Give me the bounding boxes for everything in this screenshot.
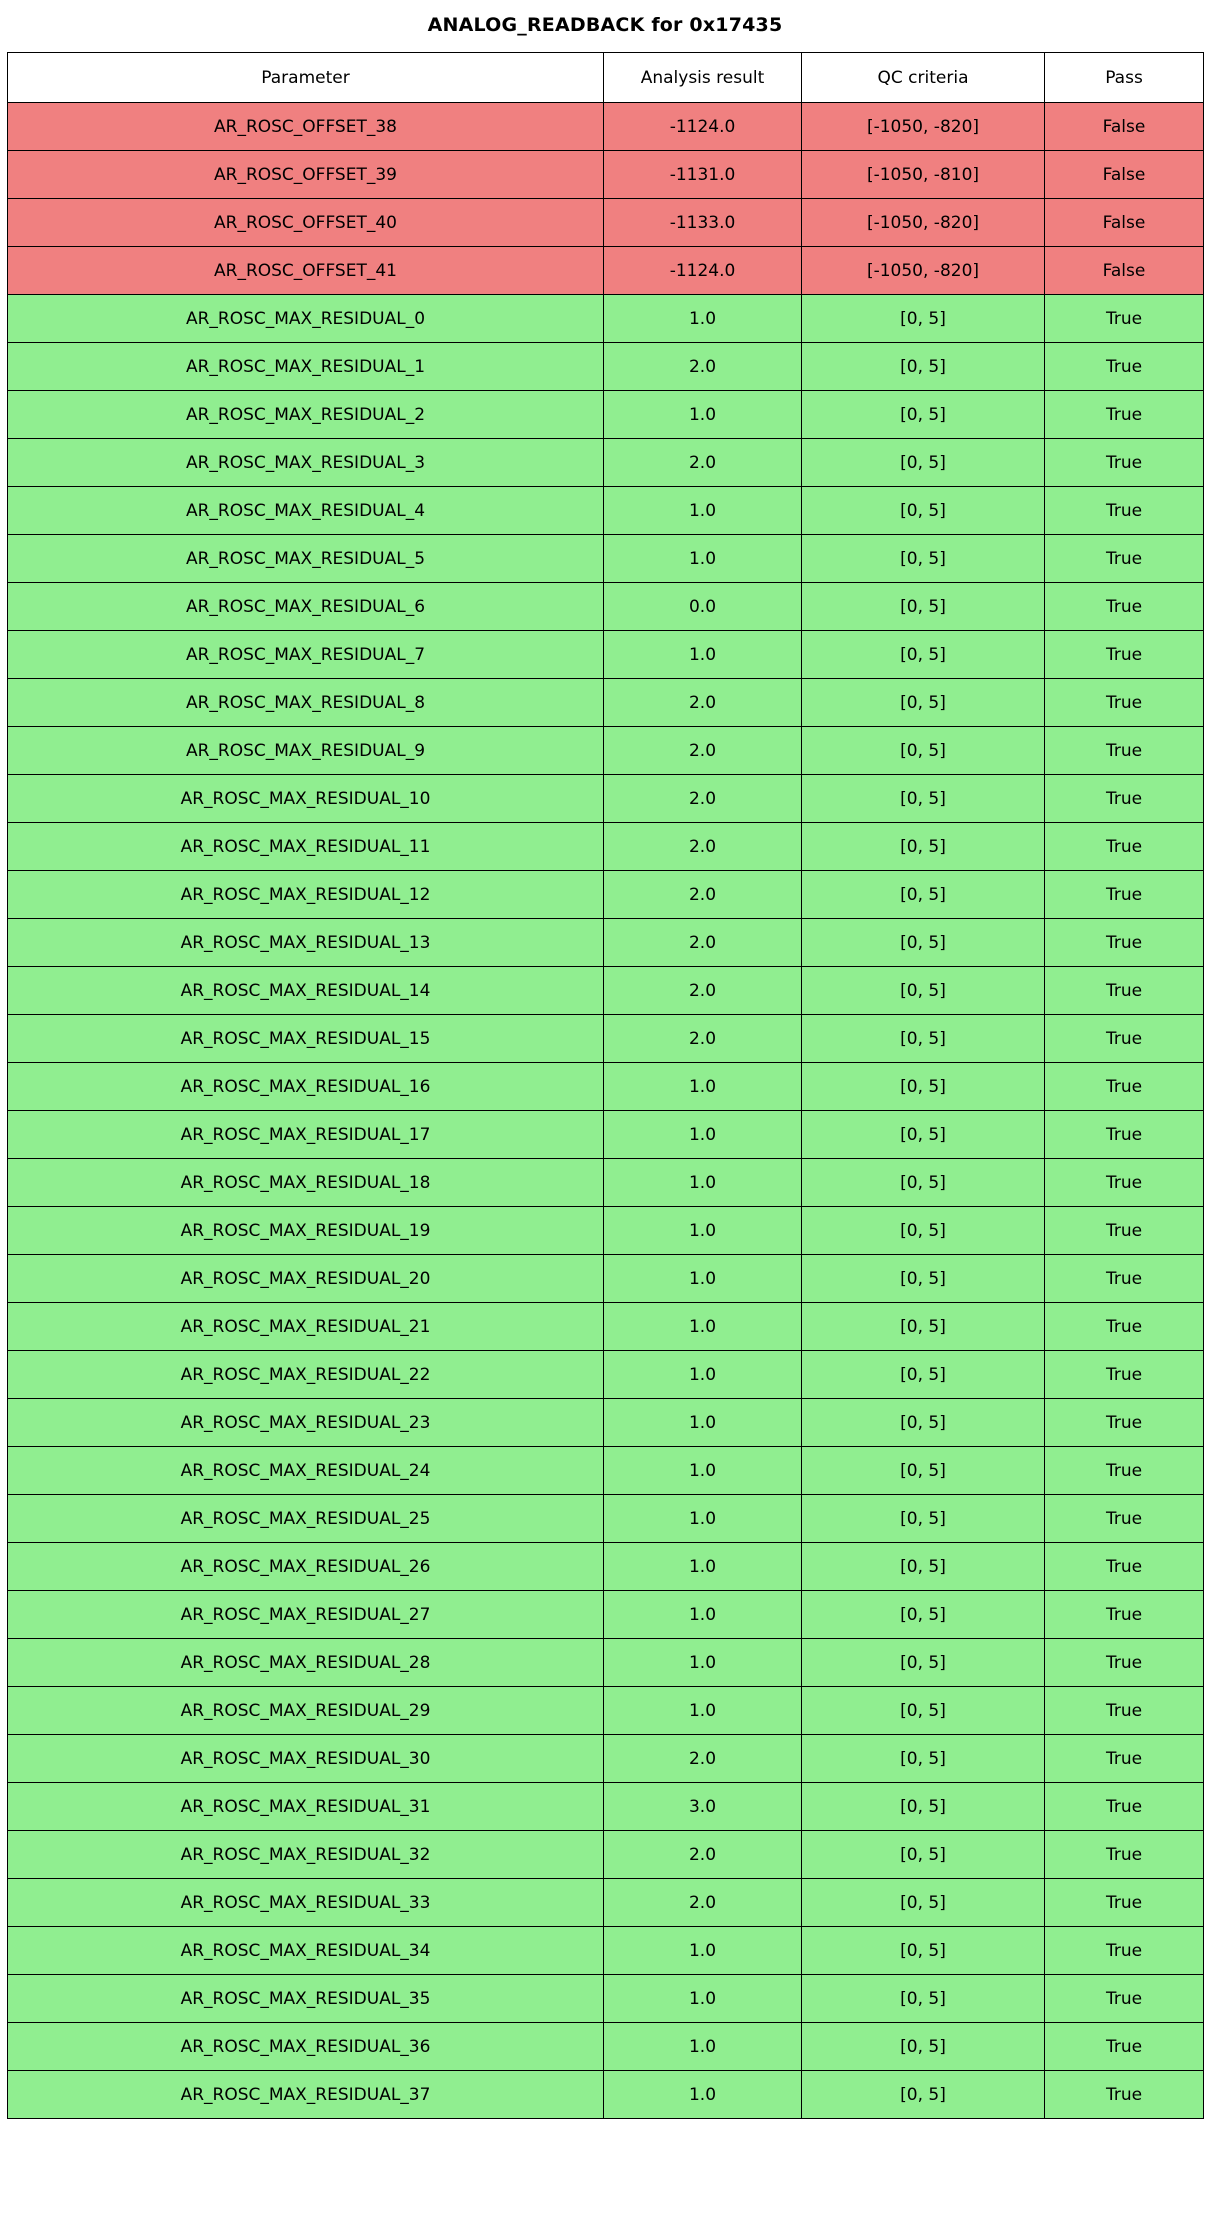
cell-qc-criteria: [0, 5] — [802, 1303, 1045, 1351]
cell-pass: True — [1045, 1207, 1204, 1255]
cell-qc-criteria: [0, 5] — [802, 631, 1045, 679]
table-body — [8, 103, 1204, 2119]
cell-analysis-result: -1124.0 — [604, 247, 802, 295]
cell-pass: True — [1045, 1111, 1204, 1159]
cell-parameter: AR_ROSC_MAX_RESIDUAL_36 — [8, 2023, 604, 2071]
cell-pass: True — [1045, 1543, 1204, 1591]
table-row — [8, 727, 1204, 775]
cell-qc-criteria: [0, 5] — [802, 535, 1045, 583]
cell-analysis-result: 2.0 — [604, 1831, 802, 1879]
cell-parameter: AR_ROSC_MAX_RESIDUAL_32 — [8, 1831, 604, 1879]
cell-pass: True — [1045, 439, 1204, 487]
table-row — [8, 1639, 1204, 1687]
cell-parameter: AR_ROSC_MAX_RESIDUAL_3 — [8, 439, 604, 487]
cell-analysis-result: -1124.0 — [604, 103, 802, 151]
cell-analysis-result: 0.0 — [604, 583, 802, 631]
table-row — [8, 1399, 1204, 1447]
table-row — [8, 1783, 1204, 1831]
cell-qc-criteria: [-1050, -810] — [802, 151, 1045, 199]
cell-analysis-result: 2.0 — [604, 1015, 802, 1063]
table-row — [8, 2023, 1204, 2071]
cell-qc-criteria: [0, 5] — [802, 1015, 1045, 1063]
cell-parameter: AR_ROSC_MAX_RESIDUAL_12 — [8, 871, 604, 919]
table-row — [8, 967, 1204, 1015]
cell-parameter: AR_ROSC_MAX_RESIDUAL_2 — [8, 391, 604, 439]
cell-analysis-result: 1.0 — [604, 1591, 802, 1639]
cell-parameter: AR_ROSC_MAX_RESIDUAL_37 — [8, 2071, 604, 2119]
table-row — [8, 103, 1204, 151]
cell-pass: True — [1045, 295, 1204, 343]
cell-analysis-result: 2.0 — [604, 871, 802, 919]
cell-analysis-result: 1.0 — [604, 1399, 802, 1447]
table-row — [8, 439, 1204, 487]
cell-analysis-result: 1.0 — [604, 295, 802, 343]
table-row — [8, 1831, 1204, 1879]
cell-parameter: AR_ROSC_MAX_RESIDUAL_15 — [8, 1015, 604, 1063]
cell-parameter: AR_ROSC_MAX_RESIDUAL_18 — [8, 1159, 604, 1207]
cell-qc-criteria: [0, 5] — [802, 1687, 1045, 1735]
table-row — [8, 1495, 1204, 1543]
cell-analysis-result: 1.0 — [604, 487, 802, 535]
cell-qc-criteria: [0, 5] — [802, 295, 1045, 343]
cell-qc-criteria: [0, 5] — [802, 2023, 1045, 2071]
cell-pass: True — [1045, 1255, 1204, 1303]
cell-pass: True — [1045, 1687, 1204, 1735]
cell-parameter: AR_ROSC_OFFSET_38 — [8, 103, 604, 151]
cell-qc-criteria: [0, 5] — [802, 1255, 1045, 1303]
cell-pass: False — [1045, 151, 1204, 199]
cell-qc-criteria: [0, 5] — [802, 391, 1045, 439]
cell-analysis-result: 2.0 — [604, 1879, 802, 1927]
cell-pass: True — [1045, 1447, 1204, 1495]
cell-pass: True — [1045, 1495, 1204, 1543]
cell-qc-criteria: [0, 5] — [802, 487, 1045, 535]
table-row — [8, 1735, 1204, 1783]
cell-analysis-result: 1.0 — [604, 1303, 802, 1351]
cell-parameter: AR_ROSC_MAX_RESIDUAL_31 — [8, 1783, 604, 1831]
cell-qc-criteria: [0, 5] — [802, 1207, 1045, 1255]
table-row — [8, 1543, 1204, 1591]
table-row — [8, 1063, 1204, 1111]
cell-pass: True — [1045, 487, 1204, 535]
cell-analysis-result: 1.0 — [604, 1351, 802, 1399]
cell-qc-criteria: [0, 5] — [802, 775, 1045, 823]
cell-qc-criteria: [0, 5] — [802, 823, 1045, 871]
table-row — [8, 2071, 1204, 2119]
column-header-qc-criteria: QC criteria — [802, 53, 1045, 103]
table-row — [8, 1159, 1204, 1207]
cell-qc-criteria: [0, 5] — [802, 1879, 1045, 1927]
cell-qc-criteria: [0, 5] — [802, 1591, 1045, 1639]
table-row — [8, 1687, 1204, 1735]
cell-qc-criteria: [0, 5] — [802, 1783, 1045, 1831]
table-row — [8, 631, 1204, 679]
cell-parameter: AR_ROSC_MAX_RESIDUAL_29 — [8, 1687, 604, 1735]
cell-analysis-result: -1131.0 — [604, 151, 802, 199]
table-row — [8, 535, 1204, 583]
cell-pass: True — [1045, 727, 1204, 775]
cell-parameter: AR_ROSC_MAX_RESIDUAL_26 — [8, 1543, 604, 1591]
cell-parameter: AR_ROSC_MAX_RESIDUAL_22 — [8, 1351, 604, 1399]
cell-parameter: AR_ROSC_MAX_RESIDUAL_1 — [8, 343, 604, 391]
table-row — [8, 1015, 1204, 1063]
cell-pass: True — [1045, 1927, 1204, 1975]
cell-parameter: AR_ROSC_MAX_RESIDUAL_23 — [8, 1399, 604, 1447]
table-row — [8, 343, 1204, 391]
cell-parameter: AR_ROSC_MAX_RESIDUAL_24 — [8, 1447, 604, 1495]
table-row — [8, 151, 1204, 199]
cell-qc-criteria: [0, 5] — [802, 1735, 1045, 1783]
table-row — [8, 1303, 1204, 1351]
cell-pass: True — [1045, 1303, 1204, 1351]
table-row — [8, 919, 1204, 967]
cell-analysis-result: 1.0 — [604, 631, 802, 679]
cell-pass: True — [1045, 1399, 1204, 1447]
table-row — [8, 391, 1204, 439]
cell-qc-criteria: [0, 5] — [802, 1831, 1045, 1879]
cell-pass: True — [1045, 391, 1204, 439]
cell-analysis-result: 1.0 — [604, 1447, 802, 1495]
cell-parameter: AR_ROSC_MAX_RESIDUAL_14 — [8, 967, 604, 1015]
cell-qc-criteria: [0, 5] — [802, 1399, 1045, 1447]
cell-parameter: AR_ROSC_MAX_RESIDUAL_4 — [8, 487, 604, 535]
cell-analysis-result: 2.0 — [604, 343, 802, 391]
cell-pass: True — [1045, 2071, 1204, 2119]
cell-qc-criteria: [0, 5] — [802, 583, 1045, 631]
cell-pass: True — [1045, 1015, 1204, 1063]
cell-pass: True — [1045, 343, 1204, 391]
column-header-parameter: Parameter — [8, 53, 604, 103]
qc-results-table — [7, 52, 1204, 2119]
cell-parameter: AR_ROSC_MAX_RESIDUAL_0 — [8, 295, 604, 343]
cell-qc-criteria: [0, 5] — [802, 1975, 1045, 2023]
cell-qc-criteria: [0, 5] — [802, 1351, 1045, 1399]
cell-pass: True — [1045, 775, 1204, 823]
table-row — [8, 1879, 1204, 1927]
cell-analysis-result: 2.0 — [604, 727, 802, 775]
cell-parameter: AR_ROSC_MAX_RESIDUAL_20 — [8, 1255, 604, 1303]
cell-parameter: AR_ROSC_MAX_RESIDUAL_9 — [8, 727, 604, 775]
cell-analysis-result: 1.0 — [604, 1063, 802, 1111]
cell-pass: False — [1045, 247, 1204, 295]
cell-parameter: AR_ROSC_MAX_RESIDUAL_19 — [8, 1207, 604, 1255]
cell-analysis-result: 1.0 — [604, 1495, 802, 1543]
cell-parameter: AR_ROSC_OFFSET_39 — [8, 151, 604, 199]
table-row — [8, 775, 1204, 823]
cell-pass: True — [1045, 871, 1204, 919]
cell-qc-criteria: [0, 5] — [802, 1927, 1045, 1975]
cell-parameter: AR_ROSC_MAX_RESIDUAL_33 — [8, 1879, 604, 1927]
cell-pass: True — [1045, 1063, 1204, 1111]
cell-analysis-result: 2.0 — [604, 919, 802, 967]
table-row — [8, 583, 1204, 631]
table-row — [8, 1111, 1204, 1159]
cell-parameter: AR_ROSC_MAX_RESIDUAL_34 — [8, 1927, 604, 1975]
cell-analysis-result: 1.0 — [604, 1207, 802, 1255]
cell-analysis-result: 2.0 — [604, 679, 802, 727]
cell-qc-criteria: [0, 5] — [802, 2071, 1045, 2119]
cell-parameter: AR_ROSC_MAX_RESIDUAL_17 — [8, 1111, 604, 1159]
cell-analysis-result: 1.0 — [604, 1255, 802, 1303]
cell-pass: True — [1045, 631, 1204, 679]
cell-qc-criteria: [0, 5] — [802, 727, 1045, 775]
cell-qc-criteria: [0, 5] — [802, 1447, 1045, 1495]
cell-parameter: AR_ROSC_MAX_RESIDUAL_35 — [8, 1975, 604, 2023]
cell-parameter: AR_ROSC_MAX_RESIDUAL_27 — [8, 1591, 604, 1639]
cell-parameter: AR_ROSC_MAX_RESIDUAL_10 — [8, 775, 604, 823]
cell-pass: True — [1045, 1351, 1204, 1399]
cell-analysis-result: 1.0 — [604, 1975, 802, 2023]
cell-pass: False — [1045, 103, 1204, 151]
page-title: ANALOG_READBACK for 0x17435 — [427, 14, 783, 36]
cell-analysis-result: 1.0 — [604, 2071, 802, 2119]
table-row — [8, 247, 1204, 295]
table-header — [8, 53, 1204, 103]
cell-qc-criteria: [0, 5] — [802, 1543, 1045, 1591]
table-row — [8, 295, 1204, 343]
cell-pass: False — [1045, 199, 1204, 247]
cell-parameter: AR_ROSC_MAX_RESIDUAL_7 — [8, 631, 604, 679]
table-row — [8, 1351, 1204, 1399]
cell-qc-criteria: [0, 5] — [802, 1063, 1045, 1111]
cell-parameter: AR_ROSC_MAX_RESIDUAL_16 — [8, 1063, 604, 1111]
cell-pass: True — [1045, 679, 1204, 727]
table-row — [8, 871, 1204, 919]
table-row — [8, 1207, 1204, 1255]
cell-qc-criteria: [0, 5] — [802, 967, 1045, 1015]
cell-analysis-result: 2.0 — [604, 775, 802, 823]
cell-analysis-result: 1.0 — [604, 1927, 802, 1975]
table-row — [8, 1447, 1204, 1495]
cell-qc-criteria: [0, 5] — [802, 679, 1045, 727]
table-row — [8, 679, 1204, 727]
table-row — [8, 1255, 1204, 1303]
table-row — [8, 487, 1204, 535]
cell-parameter: AR_ROSC_MAX_RESIDUAL_21 — [8, 1303, 604, 1351]
cell-pass: True — [1045, 967, 1204, 1015]
cell-analysis-result: 1.0 — [604, 1543, 802, 1591]
cell-parameter: AR_ROSC_OFFSET_41 — [8, 247, 604, 295]
cell-analysis-result: 2.0 — [604, 967, 802, 1015]
table-header-row — [8, 53, 1204, 103]
cell-parameter: AR_ROSC_MAX_RESIDUAL_13 — [8, 919, 604, 967]
cell-pass: True — [1045, 919, 1204, 967]
cell-qc-criteria: [-1050, -820] — [802, 103, 1045, 151]
cell-pass: True — [1045, 535, 1204, 583]
table-row — [8, 1975, 1204, 2023]
table-row — [8, 823, 1204, 871]
cell-analysis-result: 1.0 — [604, 1687, 802, 1735]
cell-qc-criteria: [-1050, -820] — [802, 247, 1045, 295]
cell-parameter: AR_ROSC_MAX_RESIDUAL_8 — [8, 679, 604, 727]
cell-pass: True — [1045, 1639, 1204, 1687]
column-header-analysis-result: Analysis result — [604, 53, 802, 103]
cell-pass: True — [1045, 1591, 1204, 1639]
cell-analysis-result: -1133.0 — [604, 199, 802, 247]
cell-parameter: AR_ROSC_MAX_RESIDUAL_28 — [8, 1639, 604, 1687]
cell-analysis-result: 1.0 — [604, 535, 802, 583]
cell-qc-criteria: [0, 5] — [802, 1159, 1045, 1207]
cell-pass: True — [1045, 823, 1204, 871]
cell-parameter: AR_ROSC_MAX_RESIDUAL_11 — [8, 823, 604, 871]
cell-qc-criteria: [0, 5] — [802, 343, 1045, 391]
cell-analysis-result: 3.0 — [604, 1783, 802, 1831]
cell-pass: True — [1045, 1879, 1204, 1927]
cell-analysis-result: 1.0 — [604, 2023, 802, 2071]
cell-qc-criteria: [0, 5] — [802, 439, 1045, 487]
cell-analysis-result: 1.0 — [604, 1159, 802, 1207]
cell-pass: True — [1045, 1975, 1204, 2023]
cell-qc-criteria: [0, 5] — [802, 919, 1045, 967]
cell-qc-criteria: [0, 5] — [802, 1639, 1045, 1687]
cell-analysis-result: 1.0 — [604, 1639, 802, 1687]
cell-analysis-result: 1.0 — [604, 391, 802, 439]
cell-qc-criteria: [0, 5] — [802, 871, 1045, 919]
cell-pass: True — [1045, 1159, 1204, 1207]
table-row — [8, 1591, 1204, 1639]
cell-parameter: AR_ROSC_MAX_RESIDUAL_30 — [8, 1735, 604, 1783]
cell-pass: True — [1045, 1831, 1204, 1879]
table-row — [8, 199, 1204, 247]
cell-pass: True — [1045, 583, 1204, 631]
cell-parameter: AR_ROSC_OFFSET_40 — [8, 199, 604, 247]
table-row — [8, 1927, 1204, 1975]
cell-pass: True — [1045, 2023, 1204, 2071]
cell-parameter: AR_ROSC_MAX_RESIDUAL_5 — [8, 535, 604, 583]
cell-qc-criteria: [0, 5] — [802, 1111, 1045, 1159]
cell-qc-criteria: [-1050, -820] — [802, 199, 1045, 247]
cell-qc-criteria: [0, 5] — [802, 1495, 1045, 1543]
cell-pass: True — [1045, 1783, 1204, 1831]
cell-analysis-result: 1.0 — [604, 1111, 802, 1159]
column-header-pass: Pass — [1045, 53, 1204, 103]
cell-analysis-result: 2.0 — [604, 1735, 802, 1783]
cell-analysis-result: 2.0 — [604, 439, 802, 487]
cell-analysis-result: 2.0 — [604, 823, 802, 871]
cell-pass: True — [1045, 1735, 1204, 1783]
cell-parameter: AR_ROSC_MAX_RESIDUAL_6 — [8, 583, 604, 631]
cell-parameter: AR_ROSC_MAX_RESIDUAL_25 — [8, 1495, 604, 1543]
